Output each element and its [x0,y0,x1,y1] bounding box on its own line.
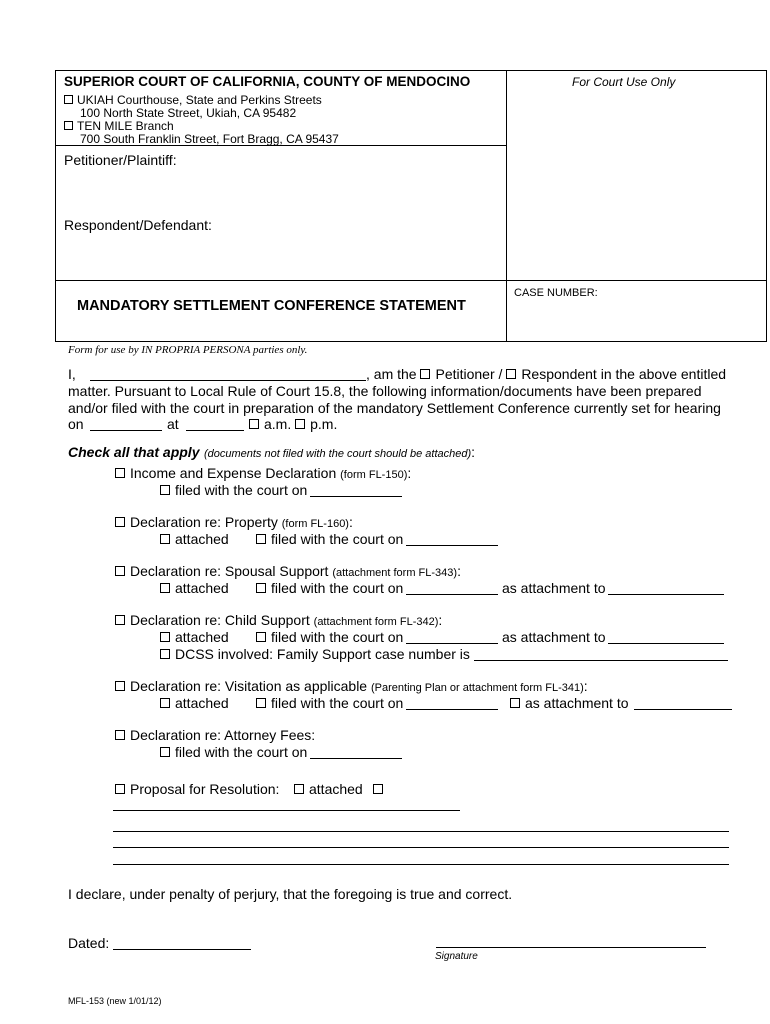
form-footer: MFL-153 (new 1/01/12) [68,996,162,1006]
petitioner-label: Petitioner/Plaintiff: [64,152,177,168]
spousal-filed-date-field[interactable] [406,594,498,595]
court-use-only: For Court Use Only [572,75,676,89]
court-location-ukiah: UKIAH Courthouse, State and Perkins Streets [64,93,322,107]
child-as-attachment: as attachment to [502,629,606,645]
am-checkbox[interactable] [249,419,259,429]
spousal-attached: attached [160,580,229,596]
hearing-date-field[interactable] [90,430,162,431]
property-attached: attached [160,531,229,547]
visitation-filed: filed with the court on [256,695,403,711]
spousal-attachment-field[interactable] [608,594,724,595]
dated-field[interactable] [113,949,251,950]
respondent-label: Respondent/Defendant: [64,217,212,233]
intro-line2: matter. Pursuant to Local Rule of Court 15.8, the following information/documents have been prepared [68,383,702,399]
court-location-tenmile: TEN MILE Branch [64,119,174,133]
child-filed-date-field[interactable] [406,643,498,644]
item-income: Income and Expense Declaration (form FL-150): [115,465,411,481]
caption-divider-2 [55,280,766,281]
intro-i: I, [68,366,76,382]
proposal-attached: attached [294,781,388,797]
proposal-line-1[interactable] [113,810,460,811]
income-filed: filed with the court on [160,482,307,498]
case-number-label: CASE NUMBER: [514,287,598,299]
court-address-tenmile: 700 South Franklin Street, Fort Bragg, CA 95437 [80,132,339,146]
hearing-time-field[interactable] [186,430,244,431]
pm-checkbox[interactable] [295,419,305,429]
item-child: Declaration re: Child Support (attachment form FL-342): [115,612,442,628]
property-checkbox[interactable] [115,517,125,527]
property-filed-checkbox[interactable] [256,534,266,544]
child-filed-checkbox[interactable] [256,632,266,642]
income-filed-checkbox[interactable] [160,485,170,495]
signature-field[interactable] [436,947,706,948]
visitation-attachment-checkbox[interactable] [510,698,520,708]
property-attached-checkbox[interactable] [160,534,170,544]
income-filed-date-field[interactable] [310,496,402,497]
child-checkbox[interactable] [115,615,125,625]
income-checkbox[interactable] [115,468,125,478]
proposal-line-4[interactable] [113,864,729,865]
proposal-line-3[interactable] [113,847,729,848]
child-attached: attached [160,629,229,645]
intro-line1-rest: , am the Petitioner / Respondent in the above entitled [366,366,727,382]
visitation-attached: attached [160,695,229,711]
attorney-filed-checkbox[interactable] [160,747,170,757]
dcss-checkbox[interactable] [160,649,170,659]
attorney-filed-date-field[interactable] [310,758,402,759]
attorney-checkbox[interactable] [115,730,125,740]
respondent-checkbox[interactable] [506,369,516,379]
proposal-attached-checkbox[interactable] [294,784,304,794]
spousal-filed: filed with the court on [256,580,403,596]
form-use-note: Form for use by IN PROPRIA PERSONA parties only. [68,344,308,356]
name-field[interactable] [90,380,366,381]
ukiah-checkbox[interactable] [64,95,73,104]
intro-on: on [68,416,84,432]
proposal-other-checkbox[interactable] [373,784,383,794]
child-attachment-field[interactable] [608,643,724,644]
item-attorney: Declaration re: Attorney Fees: [115,727,315,743]
property-filed-date-field[interactable] [406,545,498,546]
child-attached-checkbox[interactable] [160,632,170,642]
form-title: MANDATORY SETTLEMENT CONFERENCE STATEMENT [77,298,466,314]
court-address-ukiah: 100 North State Street, Ukiah, CA 95482 [80,106,297,120]
child-filed: filed with the court on [256,629,403,645]
dated-label: Dated: [68,935,110,951]
petitioner-checkbox[interactable] [420,369,430,379]
child-dcss: DCSS involved: Family Support case number is [160,646,470,662]
visitation-filed-checkbox[interactable] [256,698,266,708]
spousal-checkbox[interactable] [115,566,125,576]
declaration-text: I declare, under penalty of perjury, that the foregoing is true and correct. [68,886,513,902]
spousal-as-attachment: as attachment to [502,580,606,596]
caption-divider-vertical [506,70,507,341]
signature-label: Signature [435,951,478,962]
proposal-checkbox[interactable] [115,784,125,794]
spousal-attached-checkbox[interactable] [160,583,170,593]
check-all-heading: Check all that apply (documents not filed with the court should be attached): [68,444,476,460]
visitation-filed-date-field[interactable] [406,709,498,710]
visitation-attachment-field[interactable] [634,709,732,710]
attorney-filed: filed with the court on [160,744,307,760]
intro-line3: and/or filed with the court in preparation of the mandatory Settlement Conference currently set for hearing [68,400,721,416]
visitation-checkbox[interactable] [115,681,125,691]
visitation-as-attachment: as attachment to [510,695,629,711]
intro-at: at [167,416,179,432]
intro-ampm: a.m. p.m. [249,416,337,432]
spousal-filed-checkbox[interactable] [256,583,266,593]
item-proposal: Proposal for Resolution: [115,781,279,797]
dcss-case-number-field[interactable] [474,660,728,661]
proposal-line-2[interactable] [113,831,729,832]
item-visitation: Declaration re: Visitation as applicable (Parenting Plan or attachment form FL-341): [115,678,588,694]
item-property: Declaration re: Property (form FL-160): [115,514,353,530]
tenmile-checkbox[interactable] [64,121,73,130]
court-name: SUPERIOR COURT OF CALIFORNIA, COUNTY OF MENDOCINO [64,74,471,89]
visitation-attached-checkbox[interactable] [160,698,170,708]
property-filed: filed with the court on [256,531,403,547]
item-spousal: Declaration re: Spousal Support (attachment form FL-343): [115,563,461,579]
